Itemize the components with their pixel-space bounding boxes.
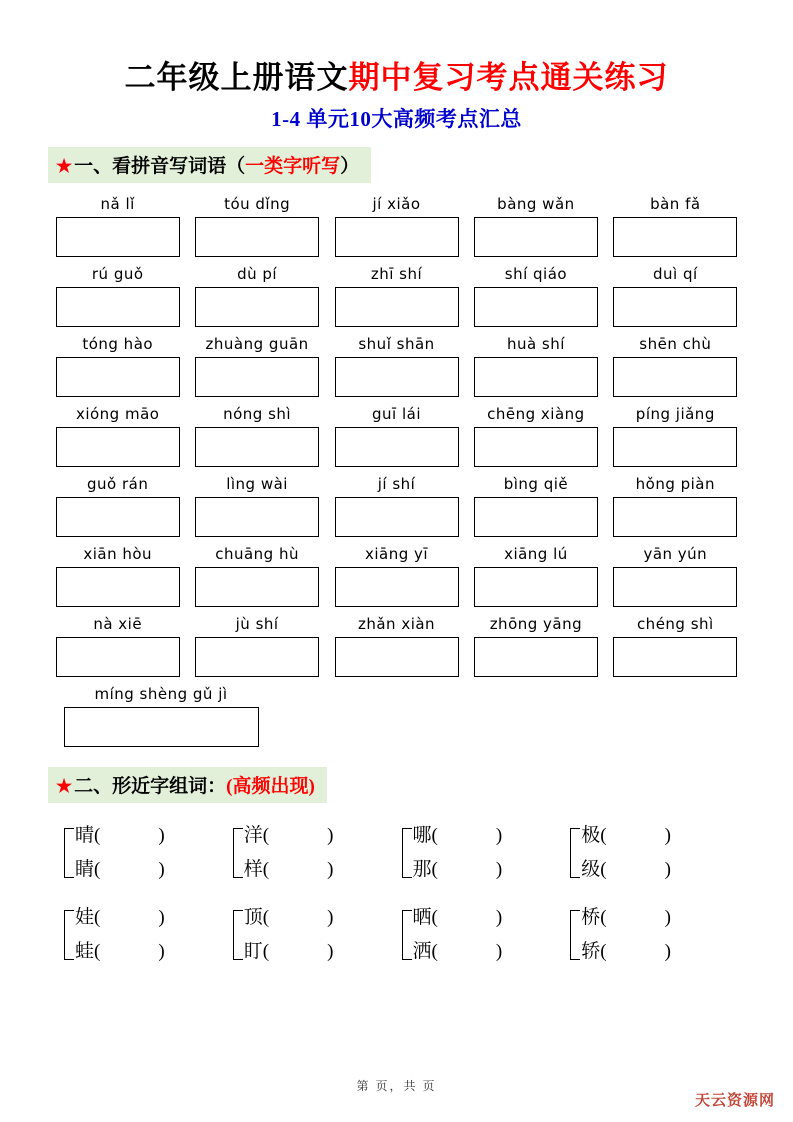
answer-box[interactable] (195, 567, 319, 607)
section-2-paren-close: ) (308, 776, 315, 797)
pinyin-text: jí shí (377, 475, 416, 493)
pinyin-text: bìng qiě (503, 475, 569, 493)
pinyin-cell (327, 405, 466, 467)
pinyin-text: bàng wǎn (497, 195, 575, 213)
section-1-paren-close: ） (340, 156, 360, 177)
character-prompt: 洒( (412, 941, 438, 962)
answer-box[interactable] (195, 637, 319, 677)
character-prompt: 桥( (581, 907, 607, 928)
character-line[interactable] (244, 853, 402, 887)
pinyin-text: tóng hào (82, 335, 154, 353)
pinyin-cell (327, 475, 466, 537)
answer-box[interactable] (613, 427, 737, 467)
answer-box[interactable] (56, 427, 180, 467)
character-prompt: 睛( (75, 859, 101, 880)
similar-characters-row (64, 901, 739, 969)
character-pair-group (64, 901, 233, 969)
character-prompt: 娃( (75, 907, 101, 928)
character-close-paren: ) (158, 941, 165, 962)
character-close-paren: ) (327, 859, 334, 880)
star-icon: ★ (56, 776, 73, 796)
pinyin-cell (327, 195, 466, 257)
character-close-paren: ) (158, 859, 165, 880)
pinyin-row (48, 405, 745, 467)
character-line[interactable] (75, 901, 233, 935)
pinyin-cell (466, 615, 605, 677)
character-close-paren: ) (327, 907, 334, 928)
character-line[interactable] (413, 901, 571, 935)
pinyin-row (48, 545, 745, 607)
character-line[interactable] (75, 819, 233, 853)
answer-box[interactable] (474, 497, 598, 537)
answer-box[interactable] (613, 497, 737, 537)
answer-box[interactable] (195, 497, 319, 537)
pinyin-cell (606, 475, 745, 537)
character-pair-group (402, 901, 571, 969)
pinyin-text: huà shí (506, 335, 565, 353)
similar-characters-row (64, 819, 739, 887)
pinyin-text: hǒng piàn (635, 475, 716, 493)
pinyin-text: xióng māo (75, 405, 160, 423)
character-prompt: 轿( (581, 941, 607, 962)
page-title (30, 52, 763, 97)
pinyin-row (48, 265, 745, 327)
character-line[interactable] (244, 935, 402, 969)
answer-box[interactable] (56, 357, 180, 397)
answer-box[interactable] (56, 637, 180, 677)
pinyin-grid (30, 195, 763, 747)
pinyin-text: chēng xiàng (487, 405, 585, 423)
pinyin-text: zhǎn xiàn (357, 615, 436, 633)
pinyin-row (48, 335, 745, 397)
pinyin-cell (187, 195, 326, 257)
character-line[interactable] (581, 853, 739, 887)
pinyin-cell (606, 405, 745, 467)
answer-box[interactable] (56, 217, 180, 257)
answer-box[interactable] (474, 357, 598, 397)
character-pair-group (233, 901, 402, 969)
section-2-header (48, 767, 327, 803)
answer-box[interactable] (335, 497, 459, 537)
pinyin-cell (187, 265, 326, 327)
pinyin-cell (48, 475, 187, 537)
pinyin-cell (48, 545, 187, 607)
character-prompt: 晴( (75, 825, 101, 846)
pinyin-text: xiāng lú (504, 545, 568, 563)
pinyin-text: guī lái (372, 405, 422, 423)
pinyin-text: zhuàng guān (205, 335, 309, 353)
pinyin-text: chuāng hù (215, 545, 299, 563)
character-prompt: 蛙( (75, 941, 101, 962)
pinyin-text: tóu dǐng (224, 195, 291, 213)
answer-box[interactable] (474, 427, 598, 467)
pinyin-cell (48, 405, 187, 467)
pinyin-text: nóng shì (223, 405, 292, 423)
character-prompt: 级( (581, 859, 607, 880)
character-line[interactable] (413, 935, 571, 969)
character-pair-group (233, 819, 402, 887)
pinyin-cell (466, 405, 605, 467)
pinyin-text: rú guǒ (91, 265, 144, 283)
pinyin-cell (327, 615, 466, 677)
answer-box[interactable] (335, 287, 459, 327)
pinyin-text: lìng wài (226, 475, 288, 493)
pinyin-text: jù shí (235, 615, 279, 633)
pinyin-text: jí xiǎo (372, 195, 421, 213)
character-line[interactable] (581, 935, 739, 969)
pinyin-text: bàn fǎ (650, 195, 701, 213)
bracket-icon (570, 828, 580, 878)
answer-box[interactable] (195, 287, 319, 327)
character-line[interactable] (244, 819, 402, 853)
character-close-paren: ) (495, 859, 503, 880)
answer-box[interactable] (613, 567, 737, 607)
answer-box[interactable] (64, 707, 259, 747)
bracket-icon (402, 828, 412, 878)
pinyin-text: chéng shì (636, 615, 714, 633)
character-close-paren: ) (664, 859, 671, 880)
pinyin-cell (466, 265, 605, 327)
section-1-note: 一类字听写 (245, 156, 341, 177)
pinyin-row (48, 475, 745, 537)
character-line[interactable] (244, 901, 402, 935)
character-close-paren: ) (158, 825, 165, 846)
character-line[interactable] (75, 935, 233, 969)
character-prompt: 盯( (243, 941, 270, 962)
character-close-paren: ) (327, 941, 334, 962)
pinyin-cell (606, 195, 745, 257)
answer-box[interactable] (474, 637, 598, 677)
answer-box[interactable] (56, 287, 180, 327)
character-close-paren: ) (664, 941, 671, 962)
answer-box[interactable] (195, 357, 319, 397)
pinyin-cell (466, 475, 605, 537)
pinyin-text: duì qí (653, 265, 698, 283)
pinyin-text: dù pí (237, 265, 278, 283)
character-pair-group (570, 901, 739, 969)
character-prompt: 顶( (243, 907, 270, 928)
answer-box[interactable] (56, 497, 180, 537)
pinyin-cell (187, 475, 326, 537)
pinyin-cell (48, 335, 187, 397)
pinyin-cell (187, 615, 326, 677)
answer-box[interactable] (613, 287, 737, 327)
character-close-paren: ) (495, 907, 503, 928)
character-line[interactable] (581, 901, 739, 935)
pinyin-text: shuǐ shān (358, 335, 435, 353)
bracket-icon (402, 910, 412, 960)
character-line[interactable] (413, 853, 571, 887)
bracket-icon (233, 910, 243, 960)
pinyin-text: zhōng yāng (489, 615, 583, 633)
answer-box[interactable] (195, 217, 319, 257)
character-close-paren: ) (158, 907, 165, 928)
pinyin-cell (606, 265, 745, 327)
pinyin-text: nà xiē (93, 615, 143, 633)
answer-box[interactable] (613, 357, 737, 397)
section-1-paren-open: （ (226, 156, 246, 177)
section-1-header (48, 147, 371, 183)
answer-box[interactable] (474, 287, 598, 327)
answer-box[interactable] (613, 637, 737, 677)
character-close-paren: ) (664, 825, 671, 846)
section-2-paren-open: ( (226, 776, 233, 797)
pinyin-text: zhī shí (370, 265, 423, 283)
section-1-label: 一、看拼音写词语 (74, 156, 227, 177)
pinyin-cell (606, 545, 745, 607)
pinyin-row (48, 685, 745, 747)
similar-characters-section (30, 819, 763, 969)
pinyin-cell (606, 335, 745, 397)
page-subtitle: 1-4 单元10大高频考点汇总 (271, 107, 522, 131)
star-icon: ★ (56, 156, 73, 176)
answer-box[interactable] (56, 567, 180, 607)
character-prompt: 晒( (412, 907, 438, 928)
pinyin-row (48, 195, 745, 257)
character-prompt: 洋( (243, 825, 270, 846)
answer-box[interactable] (474, 567, 598, 607)
pinyin-text: xiān hòu (83, 545, 153, 563)
page-title-red: 期中复习考点通关练习 (348, 60, 669, 95)
answer-box[interactable] (195, 427, 319, 467)
pinyin-cell (48, 195, 187, 257)
character-pair-group (64, 819, 233, 887)
pinyin-text: guǒ rán (87, 475, 149, 493)
pinyin-cell (48, 615, 187, 677)
bracket-icon (233, 828, 243, 878)
character-pair-group (402, 819, 571, 887)
answer-box[interactable] (335, 567, 459, 607)
character-close-paren: ) (495, 941, 503, 962)
character-pair-group (570, 819, 739, 887)
pinyin-cell (187, 545, 326, 607)
character-prompt: 哪( (412, 825, 438, 846)
page-footer: 第 页，共 页 (356, 1079, 437, 1093)
character-prompt: 极( (581, 825, 607, 846)
character-prompt: 样( (243, 859, 270, 880)
pinyin-cell (327, 335, 466, 397)
answer-box[interactable] (335, 427, 459, 467)
answer-box[interactable] (335, 357, 459, 397)
watermark: 天云资源网 (694, 1093, 775, 1109)
pinyin-cell (56, 685, 266, 747)
answer-box[interactable] (613, 217, 737, 257)
bracket-icon (64, 828, 74, 878)
bracket-icon (64, 910, 74, 960)
character-close-paren: ) (495, 825, 503, 846)
pinyin-cell (327, 265, 466, 327)
bracket-icon (570, 910, 580, 960)
pinyin-text: míng shèng gǔ jì (94, 685, 228, 703)
pinyin-text: shí qiáo (504, 265, 568, 283)
page-title-black: 二年级上册语文 (124, 60, 349, 95)
answer-box[interactable] (474, 217, 598, 257)
pinyin-text: xiāng yī (364, 545, 429, 563)
pinyin-cell (466, 335, 605, 397)
answer-box[interactable] (335, 217, 459, 257)
pinyin-cell (606, 615, 745, 677)
pinyin-cell (466, 545, 605, 607)
character-line[interactable] (581, 819, 739, 853)
pinyin-text: nǎ lǐ (100, 195, 135, 213)
pinyin-text: yān yún (643, 545, 708, 563)
character-prompt: 那( (412, 859, 438, 880)
answer-box[interactable] (335, 637, 459, 677)
pinyin-cell (327, 545, 466, 607)
pinyin-cell (187, 335, 326, 397)
character-close-paren: ) (664, 907, 671, 928)
section-2-note: 高频出现 (232, 776, 309, 797)
pinyin-cell (466, 195, 605, 257)
pinyin-text: shēn chù (639, 335, 712, 353)
pinyin-cell (48, 265, 187, 327)
pinyin-cell (187, 405, 326, 467)
pinyin-text: píng jiǎng (635, 405, 715, 423)
pinyin-row (48, 615, 745, 677)
character-line[interactable] (413, 819, 571, 853)
character-line[interactable] (75, 853, 233, 887)
character-close-paren: ) (327, 825, 334, 846)
section-2-label: 二、形近字组词： (74, 776, 227, 797)
